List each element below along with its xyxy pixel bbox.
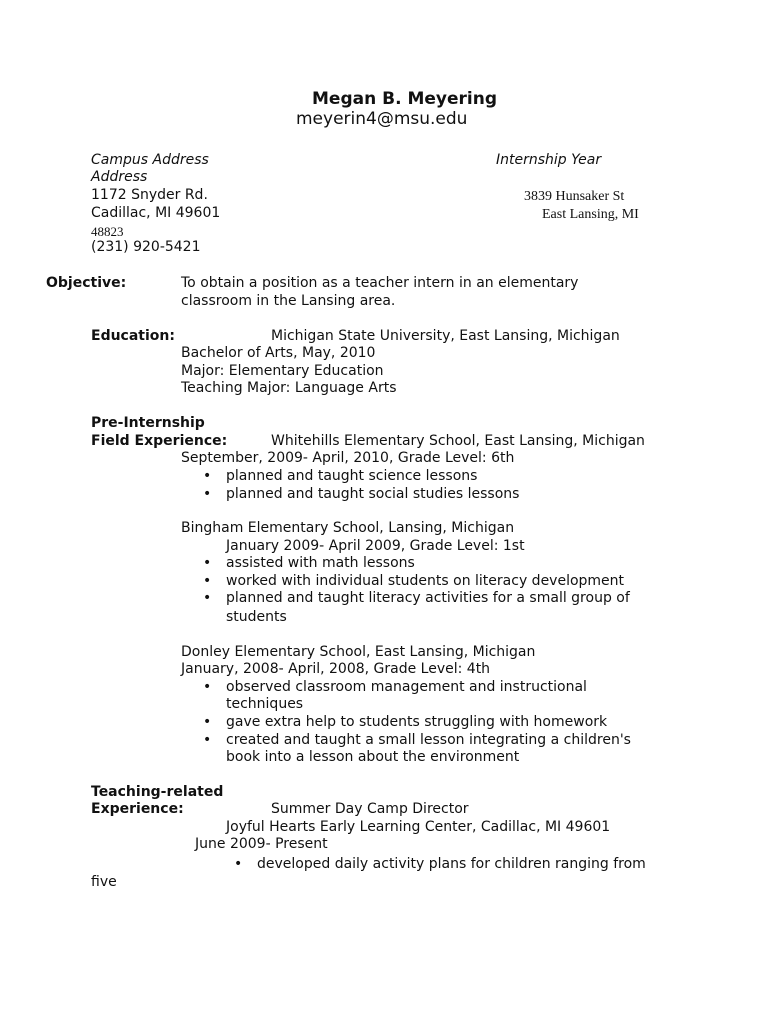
list-item: • created and taught a small lesson integrating a children's bbox=[181, 732, 631, 750]
objective-line-2: classroom in the Lansing area. bbox=[181, 293, 396, 309]
teaching-label-2: Experience: bbox=[91, 801, 184, 817]
list-item: • observed classroom management and instructional bbox=[181, 679, 587, 697]
field-job-2-school: Bingham Elementary School, Lansing, Michigan bbox=[181, 520, 515, 536]
field-experience-label-1: Pre-Internship bbox=[91, 415, 205, 431]
field-job-2-bullet-wrap: students bbox=[226, 609, 287, 625]
campus-address-heading-wrap: Address bbox=[91, 169, 148, 185]
list-item: • assisted with math lessons bbox=[181, 555, 630, 573]
education-teaching-major: Teaching Major: Language Arts bbox=[181, 380, 397, 396]
internship-city: East Lansing, MI bbox=[542, 207, 639, 222]
teaching-title: Summer Day Camp Director bbox=[271, 801, 469, 817]
list-item: • planned and taught science lessons bbox=[181, 468, 519, 486]
teaching-bullet-wrap: five bbox=[91, 874, 117, 890]
field-experience-label-2: Field Experience: bbox=[91, 433, 228, 449]
field-job-3-bullets-b bbox=[181, 714, 631, 749]
education-label: Education: bbox=[91, 328, 175, 344]
list-item: • worked with individual students on literacy development bbox=[181, 573, 630, 591]
campus-city: Cadillac, MI 49601 bbox=[91, 205, 221, 221]
campus-street: 1172 Snyder Rd. bbox=[91, 187, 208, 203]
field-job-1-school: Whitehills Elementary School, East Lansing, Michigan bbox=[271, 433, 645, 449]
internship-street: 3839 Hunsaker St bbox=[524, 189, 625, 204]
education-school: Michigan State University, East Lansing, Michigan bbox=[271, 328, 620, 344]
list-item: • planned and taught social studies lessons bbox=[181, 486, 519, 504]
teaching-label-1: Teaching-related bbox=[91, 784, 224, 800]
field-job-3-school: Donley Elementary School, East Lansing, Michigan bbox=[181, 644, 536, 660]
campus-zip-overflow: 48823 bbox=[91, 224, 124, 239]
field-job-3-dates: January, 2008- April, 2008, Grade Level: 4th bbox=[181, 661, 491, 677]
list-item: • developed daily activity plans for children ranging from bbox=[212, 856, 646, 874]
field-job-1-dates: September, 2009- April, 2010, Grade Level: 6th bbox=[181, 450, 515, 466]
campus-phone: (231) 920-5421 bbox=[91, 239, 201, 255]
field-job-3-bullets-a bbox=[181, 679, 587, 697]
teaching-org: Joyful Hearts Early Learning Center, Cadillac, MI 49601 bbox=[226, 819, 611, 835]
education-major: Major: Elementary Education bbox=[181, 363, 384, 379]
list-item: • gave extra help to students struggling with homework bbox=[181, 714, 631, 732]
resume-email: meyerin4@msu.edu bbox=[296, 109, 468, 129]
resume-name: Megan B. Meyering bbox=[312, 89, 497, 109]
campus-address-heading: Campus Address bbox=[91, 152, 209, 168]
field-job-3-bullet-wrap-1: techniques bbox=[226, 696, 304, 712]
objective-line-1: To obtain a position as a teacher intern in an elementary bbox=[181, 275, 579, 291]
field-job-2-bullets bbox=[181, 555, 630, 608]
teaching-dates: June 2009- Present bbox=[195, 836, 328, 852]
field-job-1-bullets bbox=[181, 468, 519, 503]
field-job-3-bullet-wrap-2: book into a lesson about the environment bbox=[226, 749, 520, 765]
teaching-bullets bbox=[212, 856, 646, 874]
field-job-2-dates: January 2009- April 2009, Grade Level: 1st bbox=[226, 538, 525, 554]
list-item: • planned and taught literacy activities for a small group of bbox=[181, 590, 630, 608]
objective-label: Objective: bbox=[46, 275, 127, 291]
education-degree: Bachelor of Arts, May, 2010 bbox=[181, 345, 376, 361]
internship-address-heading: Internship Year bbox=[496, 152, 602, 168]
